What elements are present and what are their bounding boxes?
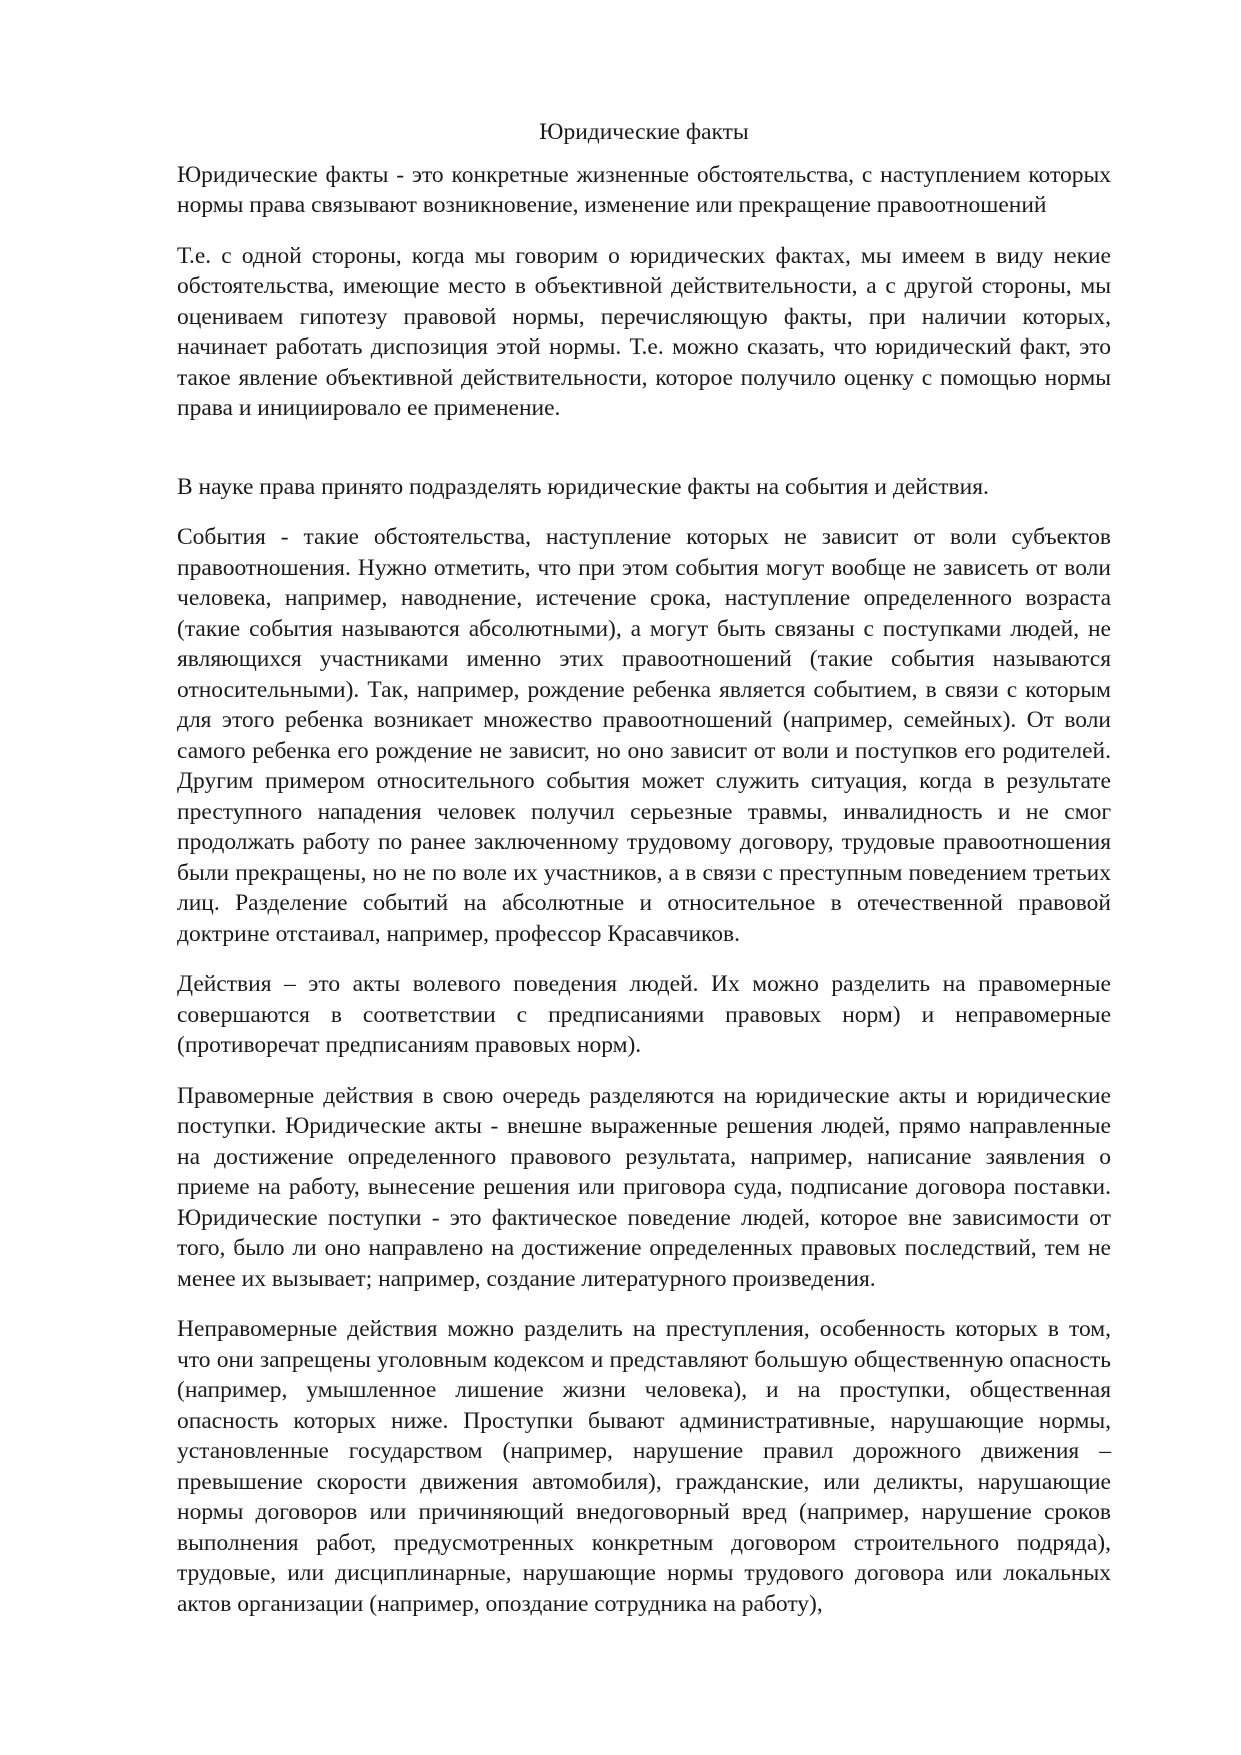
paragraph-unlawful-actions: Неправомерные действия можно разделить на преступления, особенность которых в том, что они запрещены уголовным кодексом и представляют большую общественную опасность (например, умышленное лишение жизни человека), и на проступки, общественная опасность которых ниже. Проступки бывают административные, нарушающие нормы, установленные государством (например, нарушение правил дорожного движения – превышение скорости движения автомобиля), гражданские, или деликты, нарушающие нормы договоров или причиняющий внедоговорный вред (например, нарушение сроков выполнения работ, предусмотренных конкретным договором строительного подряда), трудовые, или дисциплинарные, нарушающие нормы трудового договора или локальных актов организации (например, опоздание сотрудника на работу), — [177, 1316, 1111, 1617]
paragraph-definition: Юридические факты - это конкретные жизненные обстоятельства, с наступлением которых нормы права связывают возникновение, изменение или прекращение правоотношений — [177, 161, 1111, 218]
paragraph-actions: Действия – это акты волевого поведения людей. Их можно разделить на правомерные совершаются в соответствии с предписаниями правовых норм) и неправомерные (противоречат предписаниям правовых норм). — [177, 971, 1111, 1058]
paragraph-explanation: Т.е. с одной стороны, когда мы говорим о юридических фактах, мы имеем в виду некие обстоятельства, имеющие место в объективной действительности, а с другой стороны, мы оцениваем гипотезу правовой нормы, перечисляющую факты, при наличии которых, начинает работать диспозиция этой нормы. Т.е. можно сказать, что юридический факт, это такое явление объективной действительности, которое получило оценку с помощью нормы права и инициировало ее применение. — [177, 242, 1111, 421]
paragraph-lawful-actions: Правомерные действия в свою очередь разделяются на юридические акты и юридические поступки. Юридические акты - внешне выраженные решения людей, прямо направленные на достижение определенного правового результата, например, написание заявления о приеме на работу, вынесение решения или приговора суда, подписание договора поставки. Юридические поступки - это фактическое поведение людей, которое вне зависимости от того, было ли оно направлено на достижение определенных правовых последствий, тем не менее их вызывает; например, создание литературного произведения. — [177, 1082, 1111, 1292]
paragraph-classification: В науке права принято подразделять юридические факты на события и действия. — [177, 473, 989, 500]
paragraph-events: События - такие обстоятельства, наступление которых не зависит от воли субъектов правоотношения. Нужно отметить, что при этом события могут вообще не зависеть от воли человека, например, наводнение, истечение срока, наступление определенного возраста (такие события называются абсолютными), а могут быть связаны с поступками людей, не являющихся участниками именно этих правоотношений (такие события называются относительными). Так, например, рождение ребенка является событием, в связи с которым для этого ребенка возникает множество правоотношений (например, семейных). От воли самого ребенка его рождение не зависит, но оно зависит от воли и поступков его родителей. Другим примером относительного события может служить ситуация, когда в результате преступного нападения человек получил серьезные травмы, инвалидность и не смог продолжать работу по ранее заключенному трудовому договору, трудовые правоотношения были прекращены, но не по воле их участников, а в связи с преступным поведением третьих лиц. Разделение событий на абсолютные и относительное в отечественной правовой доктрине отстаивал, например, профессор Красавчиков. — [177, 524, 1111, 947]
document-body — [177, 117, 1111, 1639]
document-title: Юридические факты — [539, 119, 749, 145]
